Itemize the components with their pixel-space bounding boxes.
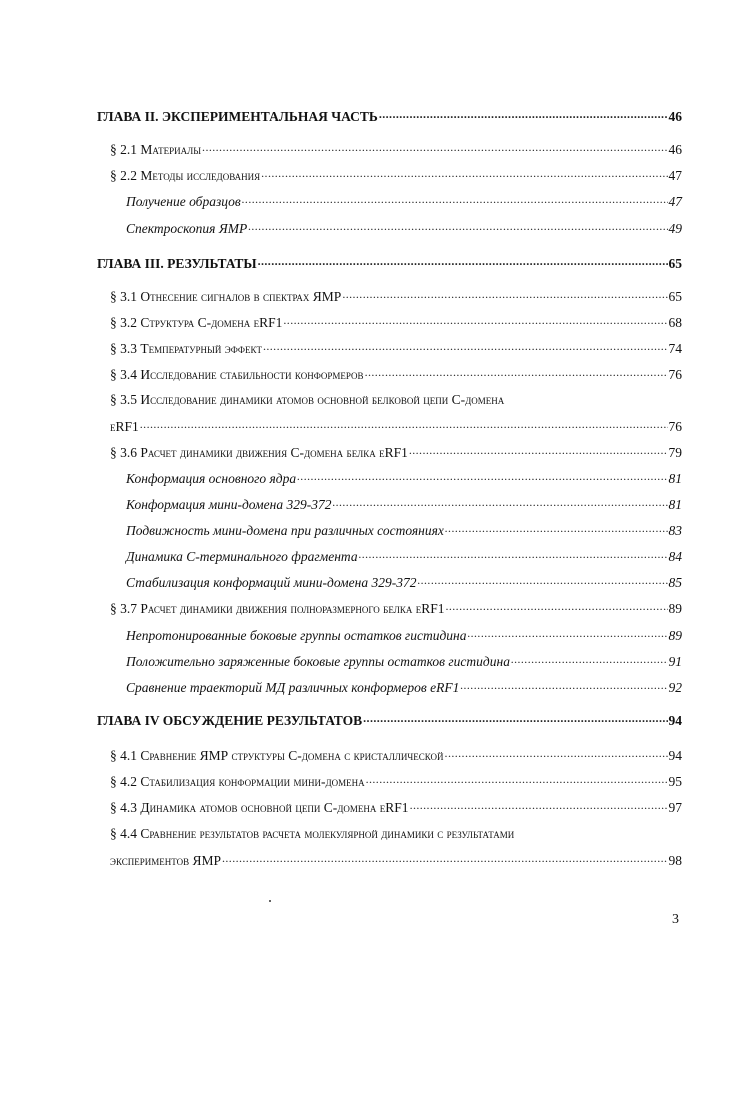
toc-section-3-5-line1: § 3.5 Исследование динамики атомов основной белковой цепи С-домена [110, 392, 505, 407]
toc-page-number: 47 [668, 194, 682, 209]
dot-leader [445, 599, 667, 613]
dot-leader [445, 746, 668, 760]
toc-section-4-4 [110, 851, 682, 870]
toc-page-number: 84 [668, 549, 682, 564]
toc-entry-title: § 2.1 Материалы [110, 142, 202, 157]
dot-leader [460, 678, 667, 692]
toc-entry-title: Непротонированные боковые группы остатков гистидина [126, 628, 467, 643]
toc-page-number: 83 [668, 523, 682, 538]
toc-page-number: 94 [668, 748, 682, 763]
toc-entry-title: Конформация основного ядра [126, 471, 297, 486]
toc-subsection-3-7-1 [126, 626, 682, 645]
toc-page-number: 85 [668, 575, 682, 590]
toc-subsection-3-7-2 [126, 652, 682, 671]
toc-page-number: 74 [668, 341, 682, 356]
dot-leader [363, 711, 667, 725]
toc-chapter-2 [97, 107, 682, 126]
toc-page-number: 81 [668, 471, 682, 486]
toc-subsection-3-6-5 [126, 573, 682, 592]
toc-page-number: 46 [668, 142, 682, 157]
toc-chapter-4 [97, 711, 682, 730]
dot-leader [409, 443, 668, 457]
toc-page-number: 47 [668, 168, 682, 183]
toc-entry-title: ГЛАВА III. РЕЗУЛЬТАТЫ [97, 256, 257, 271]
toc-page-number: 49 [668, 221, 682, 236]
dot-leader [332, 495, 667, 509]
toc-entry-title: Стабилизация конформаций мини-домена 329-372 [126, 575, 417, 590]
toc-section-2-1 [110, 140, 682, 159]
toc-entry-title: Подвижность мини-домена при различных состояниях [126, 523, 444, 538]
toc-entry-title: § 2.2 Методы исследования [110, 168, 261, 183]
toc-section-2-2 [110, 166, 682, 185]
dot-leader [258, 254, 668, 268]
toc-page-number: 91 [668, 654, 682, 669]
toc-section-3-2 [110, 313, 682, 332]
toc-entry-title: ГЛАВА II. ЭКСПЕРИМЕНТАЛЬНАЯ ЧАСТЬ [97, 109, 378, 124]
dot-leader [511, 652, 668, 666]
toc-entry-title: § 4.3 Динамика атомов основной цепи С-домена eRF1 [110, 800, 409, 815]
toc-entry-title: eRF1 [110, 419, 139, 434]
toc-page-number: 68 [668, 315, 682, 330]
toc-subsection-3-7-3 [126, 678, 682, 697]
dot-leader [283, 313, 667, 327]
toc-page-number: 81 [668, 497, 682, 512]
toc-subsection-3-6-2 [126, 495, 682, 514]
dot-leader [242, 192, 668, 206]
dot-leader [297, 469, 667, 483]
toc-section-4-3 [110, 798, 682, 817]
toc-page-number: 79 [668, 445, 682, 460]
toc-entry-title: § 4.2 Стабилизация конформации мини-домена [110, 774, 365, 789]
toc-page-number: 89 [668, 601, 682, 616]
dot-leader [417, 573, 667, 587]
toc-page-number: 76 [668, 419, 682, 434]
toc-page-number: 65 [668, 289, 682, 304]
dot-leader [248, 219, 667, 233]
toc-section-3-4 [110, 365, 682, 384]
dot-leader [202, 140, 667, 154]
toc-section-3-1 [110, 287, 682, 306]
toc-section-3-6 [110, 443, 682, 462]
toc-entry-title: ГЛАВА IV ОБСУЖДЕНИЕ РЕЗУЛЬТАТОВ [97, 713, 363, 728]
toc-entry-title: Сравнение траекторий МД различных конформеров eRF1 [126, 680, 460, 695]
toc-page-number: 65 [668, 256, 682, 271]
toc-section-3-5 [110, 417, 682, 436]
toc-section-4-1 [110, 746, 682, 765]
toc-subsection-2-2-2 [126, 219, 682, 238]
toc-chapter-3 [97, 254, 682, 273]
toc-page-number: 76 [668, 367, 682, 382]
toc-entry-title: § 3.6 Расчет динамики движения С-домена белка eRF1 [110, 445, 408, 460]
dot-leader [263, 339, 668, 353]
toc-entry-title: § 3.3 Температурный эффект [110, 341, 262, 356]
toc-entry-title: § 3.1 Отнесение сигналов в спектрах ЯМР [110, 289, 342, 304]
toc-entry-title: Конформация мини-домена 329-372 [126, 497, 332, 512]
toc-page-number: 97 [668, 800, 682, 815]
toc-section-3-7 [110, 599, 682, 618]
toc-entry-title: Динамика С-терминального фрагмента [126, 549, 358, 564]
toc-section-4-4-line1: § 4.4 Сравнение результатов расчета молекулярной динамики с результатами [110, 826, 515, 841]
dot-leader [342, 287, 667, 301]
dot-leader [365, 365, 668, 379]
toc-entry-title: § 3.4 Исследование стабильности конформеров [110, 367, 364, 382]
toc-entry-title: § 3.2 Структура С-домена eRF1 [110, 315, 283, 330]
dot-leader [366, 772, 668, 786]
toc-entry-title: Спектроскопия ЯМР [126, 221, 248, 236]
dot-leader [261, 166, 667, 180]
dot-leader [445, 521, 668, 535]
dot-leader [222, 851, 668, 865]
toc-subsection-3-6-1 [126, 469, 682, 488]
dot-leader [359, 547, 668, 561]
toc-entry-title: § 3.7 Расчет динамики движения полноразмерного белка eRF1 [110, 601, 445, 616]
toc-subsection-3-6-4 [126, 547, 682, 566]
dot-leader [410, 798, 668, 812]
dot-leader [467, 626, 667, 640]
toc-entry-title: Получение образцов [126, 194, 241, 209]
toc-section-4-2 [110, 772, 682, 791]
dot-leader [140, 417, 668, 431]
page-number: 3 [672, 912, 679, 927]
toc-entry-title: Положительно заряженные боковые группы остатков гистидина [126, 654, 510, 669]
toc-subsection-2-2-1 [126, 192, 682, 211]
toc-section-3-3 [110, 339, 682, 358]
toc-entry-title: экспериментов ЯМР [110, 853, 221, 868]
scan-speck [269, 900, 271, 902]
toc-subsection-3-6-3 [126, 521, 682, 540]
dot-leader [379, 107, 668, 121]
toc-page-number: 92 [668, 680, 682, 695]
toc-entry-title: § 4.1 Сравнение ЯМР структуры С-домена с кристаллической [110, 748, 444, 763]
toc-page-number: 94 [668, 713, 682, 728]
toc-page-number: 89 [668, 628, 682, 643]
toc-page-number: 46 [668, 109, 682, 124]
toc-page-number: 98 [668, 853, 682, 868]
toc-page-number: 95 [668, 774, 682, 789]
